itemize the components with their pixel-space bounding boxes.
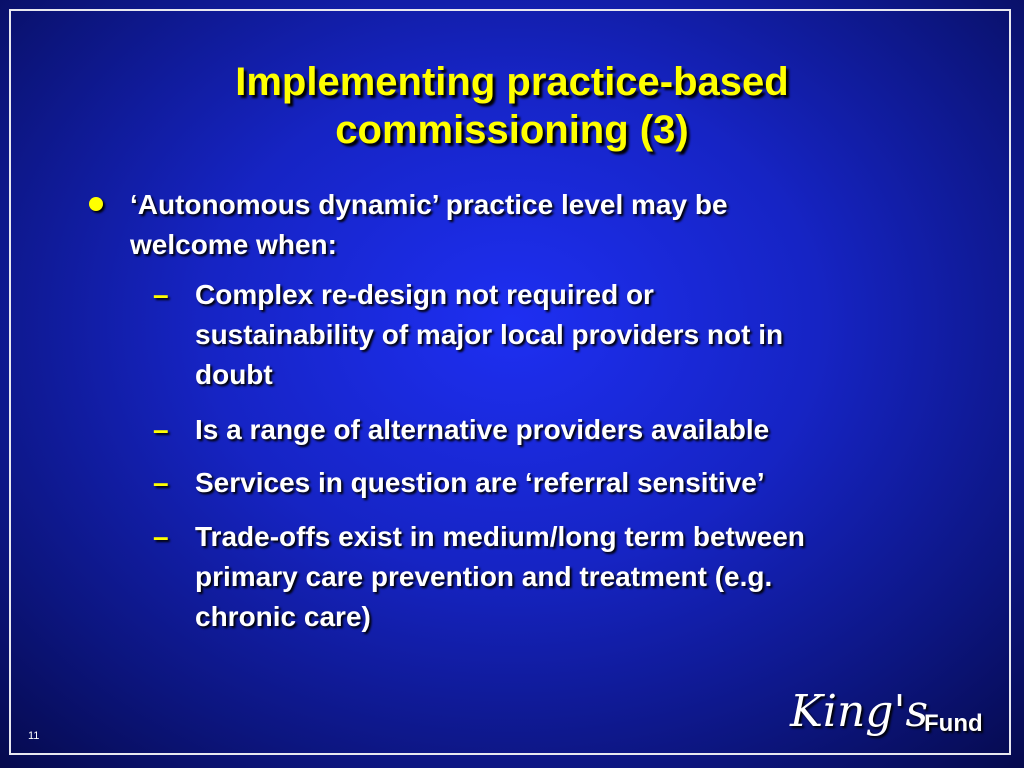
dash-icon: –: [153, 467, 169, 498]
sub-bullet-4: [195, 517, 955, 637]
sub-bullet-line: chronic care): [195, 601, 371, 632]
slide-title-line-1: Implementing practice-based: [235, 60, 789, 104]
logo-fund-text: Fund: [924, 710, 983, 737]
dash-icon: –: [153, 279, 169, 310]
sub-bullet-3: [195, 463, 955, 503]
kings-fund-logo: [790, 684, 1000, 744]
dash-icon: –: [153, 414, 169, 445]
main-bullet-text: [130, 185, 950, 265]
main-bullet-line-2: welcome when:: [130, 229, 337, 260]
bullet-dot-icon: [89, 197, 103, 211]
sub-bullet-line: primary care prevention and treatment (e.g.: [195, 561, 773, 592]
page-number: 11: [28, 730, 40, 742]
slide-title-line-2: commissioning (3): [335, 108, 689, 152]
sub-bullet-line: Services in question are ‘referral sensitive’: [195, 467, 765, 498]
slide-title: [60, 58, 964, 154]
sub-bullet-line: Complex re-design not required or: [195, 279, 654, 310]
sub-bullet-line: Trade-offs exist in medium/long term between: [195, 521, 805, 552]
sub-bullet-1: [195, 275, 955, 395]
sub-bullet-line: sustainability of major local providers not in: [195, 319, 784, 350]
sub-bullet-line: doubt: [195, 359, 273, 390]
sub-bullet-line: Is a range of alternative providers available: [195, 414, 770, 445]
logo-script-text: King's: [790, 686, 929, 737]
sub-bullet-2: [195, 410, 955, 450]
dash-icon: –: [153, 521, 169, 552]
main-bullet-line-1: ‘Autonomous dynamic’ practice level may be: [130, 189, 728, 220]
